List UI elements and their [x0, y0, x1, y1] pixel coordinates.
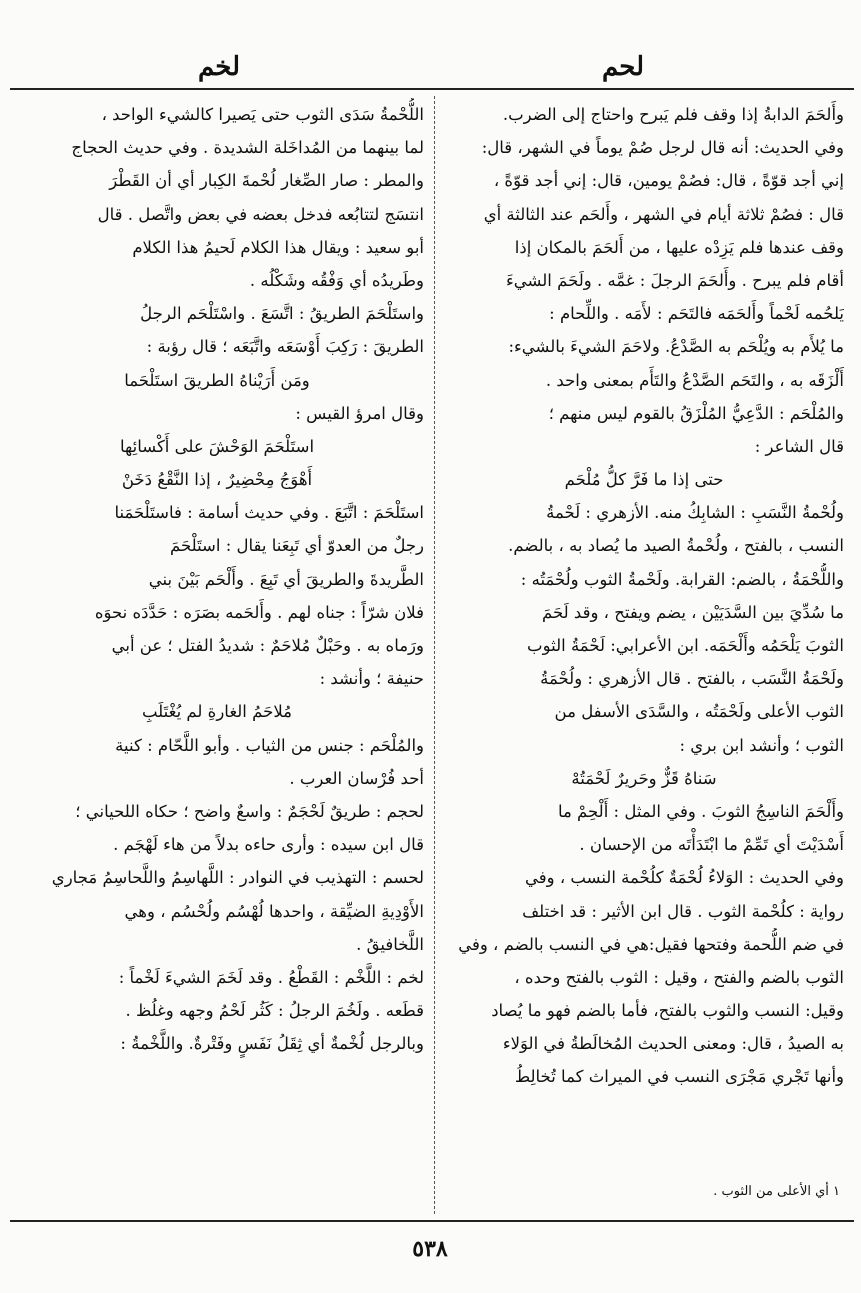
footnote: ١ أي الأعلى من الثوب . [713, 1184, 840, 1199]
text-line: وفي الحديث: أنه قال لرجل صُمْ يوماً في الشهر، قال: [481, 138, 844, 158]
text-line: واستَلْحَمَ الطريقُ : اتَّسَعَ . واسْتَلْحَم الرجلُ [140, 304, 424, 324]
text-line: الثوب بالضم والفتح ، وقيل : الثوب بالفتح وحده ، [514, 967, 844, 987]
text-line: أبو سعيد : ويقال هذا الكلام لَحيمُ هذا الكلام [132, 237, 424, 257]
text-line: الثوب ؛ وأنشد ابن بري : [679, 735, 844, 755]
text-line: وأَلحَمَ الدابةُ إذا وقف فلم يَبرح واحتاج إلى الضرب. [502, 105, 844, 124]
text-line: استَلْحَمَ : اتَّبَعَ . وفي حديث أسامة : فاستَلْحَمَنا [114, 503, 424, 523]
text-line: به الصيدُ ، قال: ومعنى الحديث المُخالَطةُ في الوَلاء [502, 1034, 844, 1054]
text-line: الأَوْدِيةِ الضيِّقة ، واحدها لُهْسُم ولُحْسُم ، وهي [124, 901, 424, 921]
text-line: أَلْزَقَه به ، والتَحَم الصَّدْعُ والتَأَم بمعنى واحد . [545, 370, 844, 390]
text-line: رجلٌ من العدوّ أي تَبِعَنا يقال : استَلْحَمَ [169, 536, 424, 556]
text-line: سَناهُ قَزٌّ وحَريرٌ لَحْمَتُهْ [571, 768, 717, 788]
text-line: وطَريدُه أي وَفْقُه وشَكْلُه . [249, 270, 424, 290]
text-line: ما يُلأَم به ويُلْحَم به الصَّدْعُ. ولاحَمَ الشيءَ بالشيء: [508, 337, 844, 357]
text-line: والمُلْحَم : جنس من الثياب . وأبو اللَّحّام : كنية [115, 735, 424, 755]
text-line: قال : فصُمْ ثلاثة أيام في الشهر ، وأَلحَم عند الثالثة أي [483, 204, 844, 224]
text-line: انتسَج لتتابُعه فدخل بعضه في بعض واتَّصل . قال [97, 204, 424, 224]
text-line: اللَّخافيقُ . [356, 934, 424, 954]
text-line: حتى إذا ما فَرَّ كلُّ مُلْحَم [564, 470, 724, 490]
text-line: مُلاحَمُ الغارةِ لم يُغْتَلَبِ [141, 702, 292, 722]
left-column [10, 98, 424, 1060]
text-line: وقيل: النسب والثوب بالفتح، فأما بالضم فهو ما يُصاد [491, 1001, 844, 1021]
text-line: أحد فُرْسان العرب . [289, 768, 424, 788]
text-line: ومَن أَرَيْناهُ الطريقَ استَلْحَما [124, 370, 310, 390]
text-line: الثوبَ يَلْحَمُه وأَلْحَمَه. ابن الأعرابي: لَحْمَةُ الثوب [527, 636, 844, 655]
text-line: الثوب الأعلى ولَحْمَتُه ، والسَّدَى الأسفل من [554, 702, 844, 722]
bottom-rule [10, 1220, 854, 1222]
text-line: وقال امرؤ القيس : [295, 403, 424, 423]
top-rule [10, 88, 854, 90]
text-line: الطَّريدةَ والطريقَ أي تَبِعَ . وأَلْحَم بَيْنَ بني [148, 569, 424, 589]
text-line: قطَعه . ولَخُمَ الرجلُ : كَثُر لَحْمُ وجهه وغلُظ . [125, 1001, 424, 1021]
text-line: حنيفة ؛ وأنشد : [319, 669, 424, 689]
text-line: النسب ، بالفتح ، ولُحْمةُ الصيد ما يُصاد به ، بالضم. [508, 536, 844, 556]
text-line: ما سُدِّيَ بين السَّدَيَيْن ، يضم ويفتح ، وقد لَحَمَ [542, 602, 844, 622]
text-line: رواية : كلُحْمة الثوب . قال ابن الأثير : قد اختلف [522, 901, 844, 921]
text-line: أقام فلم يبرح . وأَلحَمَ الرجلَ : غمَّه . ولَحَمَ الشيءَ [506, 270, 844, 290]
header-left-word: لخم [198, 52, 241, 82]
text-line: قال ابن سيده : وأرى حاءه بدلاً من هاء لَهْجَم . [113, 835, 424, 855]
header-right-word: لحم [602, 52, 645, 82]
text-line: استَلْحَمَ الوَحْشَ على أَكْسائِها [119, 436, 315, 456]
text-line: الطريقَ : رَكِبَ أَوْسَعَه واتَّبَعَه ؛ قال رؤبة : [146, 337, 424, 357]
right-column [444, 98, 844, 1094]
text-line: واللُّحْمَةُ ، بالضم: القرابة. ولَحْمةُ الثوب ولُحْمَتُه : [520, 569, 844, 589]
text-line: اللُّحْمةُ سَدَى الثوب حتى يَصيرا كالشيء الواحد ، [101, 105, 424, 124]
text-line: وبالرجل لُخْمةٌ أي ثِقَلُ نَفَسٍ وفَتْرةٌ. واللَّخْمةُ : [120, 1034, 424, 1054]
text-line: في ضم اللُّحمة وفتحها فقيل:هي في النسب بالضم ، وفي [458, 934, 844, 954]
column-separator [434, 96, 435, 1214]
text-line: فلان شرّاً : جناه لهم . وأَلحَمه بصَرَه : حَدَّدَه نحوَه [94, 602, 424, 622]
text-line: والمطر : صار الصِّغار لُحْمةَ الكِبار أي أن القَطْرَ [109, 171, 424, 191]
page-number: ٥٣٨ [412, 1236, 448, 1262]
text-line: وأنها تَجْري مَجْرَى النسب في الميراث كما تُخالِطُ [514, 1067, 844, 1087]
text-line: وأَلْحَمَ الناسِجُ الثوبَ . وفي المثل : أَلْحِمْ ما [557, 801, 844, 821]
text-line: أَهْوَجُ مِحْضِيرٌ ، إذا النَّقْعُ دَخَنْ [121, 470, 313, 490]
text-line: أَسْدَيْتَ أي تَمِّمْ ما ابْتَدَأْتَه من الإحسان . [579, 835, 844, 855]
text-line: قال الشاعر : [754, 436, 844, 456]
text-line: وفي الحديث : الوَلاءُ لُحْمَةٌ كلُحْمة النسب ، وفي [524, 868, 844, 888]
text-line: ولُحْمةُ النَّسَبِ : الشابِكُ منه. الأزهري : لَحْمةُ [546, 503, 844, 523]
text-line: يَلحُمه لَحْماً وأَلحَمَه فالتَحَم : لأَمَه . واللِّحام : [549, 304, 844, 324]
text-line: ورَماه به . وحَبْلٌ مُلاحَمٌ : شديدُ الفتل ؛ عن أبي [111, 636, 424, 655]
text-line: لما بينهما من المُداخَلة الشديدة . وفي حديث الحجاج [71, 138, 424, 158]
text-line: والمُلْحَم : الدَّعِيُّ المُلْزَقُ بالقوم ليس منهم ؛ [548, 403, 844, 423]
text-line: وقف عندها فلم يَزِدْه عليها ، من أَلحَمَ بالمكان إذا [514, 237, 844, 257]
text-line: إني أجد قوّةً ، قال: فصُمْ يومين، قال: إني أجد قوّةً ، [493, 171, 844, 191]
text-line: لحجم : طريقٌ لَحْجَمٌ : واسعٌ واضح ؛ حكاه اللحياني ؛ [75, 801, 424, 821]
text-line: لخم : اللَّخْم : القَطْعُ . وقد لَخَمَ الشيءَ لَخْماً : [118, 967, 424, 987]
text-line: ولَحْمَةُ النَّسَب ، بالفتح . قال الأزهري : ولُحْمَةُ [540, 669, 844, 689]
text-line: لحسم : التهذيب في النوادر : اللَّهاسِمُ واللَّحاسِمُ مَجاري [51, 868, 424, 888]
